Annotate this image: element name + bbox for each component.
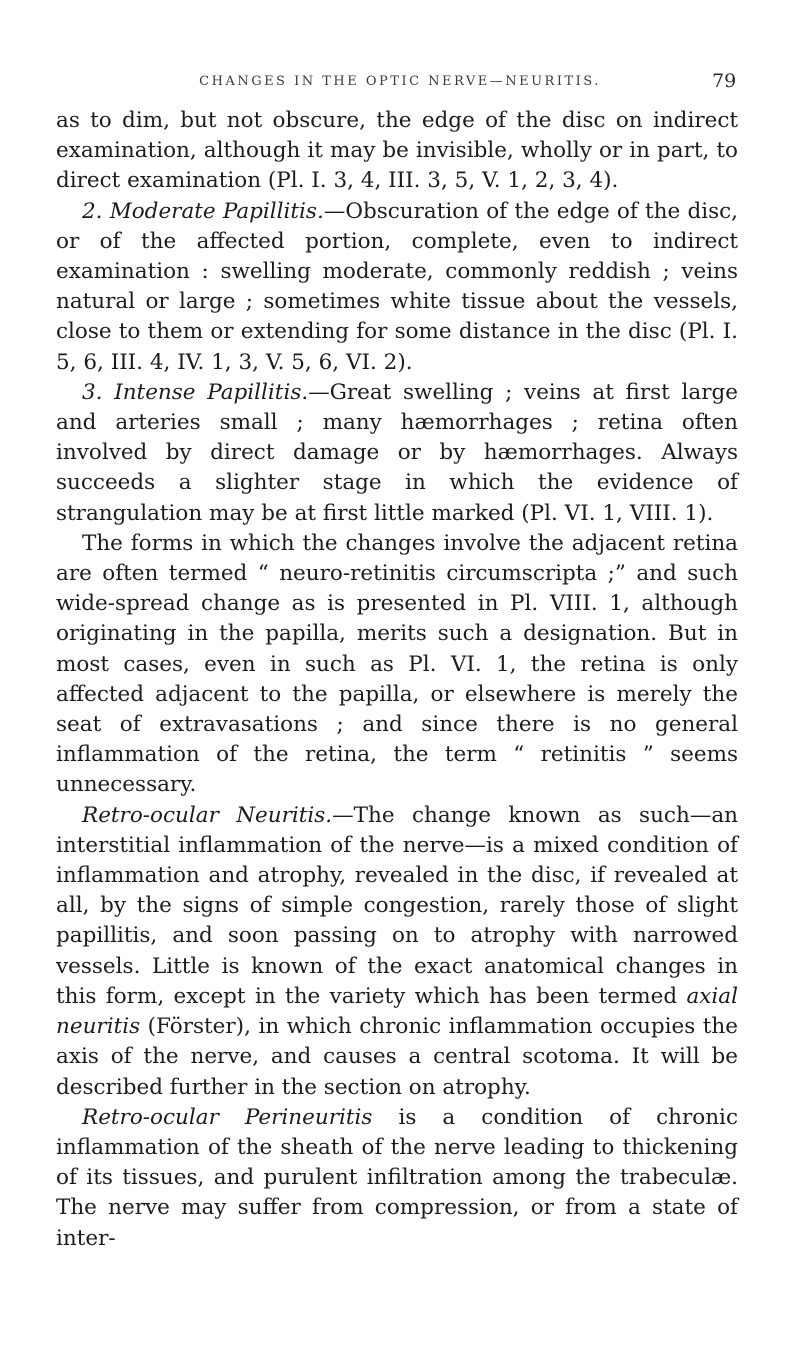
section-heading: Retro-ocular Neuritis. [82, 802, 333, 828]
section-heading: Retro-ocular Perineuritis [82, 1104, 373, 1130]
paragraph-text: is a condition of chronic inflammation of the sheath of the nerve leading to thickening of its tissues, and purulent infiltration among the trabeculæ. The nerve may suffer from compression, or from a state of inter- [56, 1104, 738, 1251]
running-header: CHANGES IN THE OPTIC NERVE—NEURITIS. [199, 74, 601, 89]
paragraph-text: —Obscuration of the edge of the disc, or of the affected portion, complete, even to indirect examination : swelling moderate, commonly reddish ; veins natural or large ; sometimes white tissue about the vessels, close to them or extending for some distance in the disc (Pl. I. 5, 6, III. 4, IV. 1, 3, V. 5, 6, VI. 2). [56, 198, 739, 375]
paragraph-text: (Förster), in which chronic inflammation occupies the axis of the nerve, and causes a central scotoma. It will be described further in the section on atrophy. [56, 1014, 738, 1100]
paragraph-retro-ocular-perineuritis [56, 1103, 738, 1254]
paragraph-neuro-retinitis [56, 529, 738, 801]
paragraph-continuation [56, 106, 738, 197]
section-heading: 3. Intense Papillitis. [82, 379, 309, 405]
paragraph-text: —The change known as such—an interstitial inflammation of the nerve—is a mixed condition of inflammation and atrophy, revealed in the disc, if revealed at all, by the signs of simple congestion, rarely those of slight papillitis, and soon passing on to atrophy with narrowed vessels. Little is known of the exact anatomical changes in this form, except in the variety which has been termed [56, 802, 738, 1009]
paragraph-text: as to dim, but not obscure, the edge of the disc on indirect examination, although it may be invisible, wholly or in part, to direct examination (Pl. I. 3, 4, III. 3, 5, V. 1, 2, 3, 4). [56, 108, 738, 194]
italic-term: axial neuritis [56, 983, 738, 1040]
paragraph-moderate-papillitis [56, 197, 738, 378]
paragraph-intense-papillitis [56, 378, 738, 529]
paragraph-text: —Great swelling ; veins at first large and arteries small ; many hæmorrhages ; retina often involved by direct damage or by hæmorrhages. Always succeeds a slighter stage in which the evidence of strangulation may be at first little marked (Pl. VI. 1, VIII. 1). [56, 379, 738, 526]
paragraph-text: The forms in which the changes involve the adjacent retina are often termed “ neuro-retinitis circumscripta ;” and such wide-spread change as is presented in Pl. VIII. 1, although originating in the papilla, merits such a designation. But in most cases, even in such as Pl. VI. 1, the retina is only affected adjacent to the papilla, or elsewhere is merely the seat of extravasations ; and since there is no general inflammation of the retina, the term “ retinitis ” seems unnecessary. [56, 530, 738, 798]
paragraph-retro-ocular-neuritis [56, 801, 738, 1103]
body-text [56, 106, 738, 1254]
page-number: 79 [712, 70, 737, 92]
section-heading: 2. Moderate Papillitis. [82, 198, 324, 224]
